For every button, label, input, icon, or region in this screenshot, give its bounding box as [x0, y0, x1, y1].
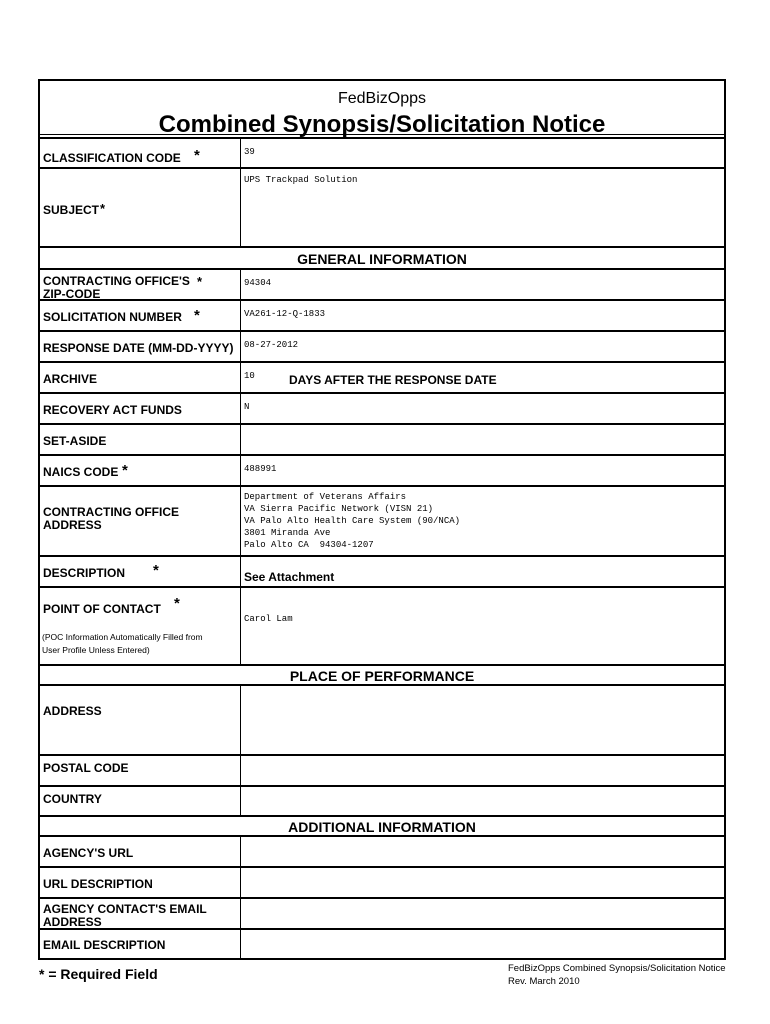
classification-code-value: 39	[244, 147, 255, 157]
poc-note-line1: (POC Information Automatically Filled from	[42, 632, 203, 642]
footer-form-name: FedBizOpps Combined Synopsis/Solicitation Notice	[508, 963, 726, 974]
section-additional-information	[40, 817, 724, 837]
archive-suffix: DAYS AFTER THE RESPONSE DATE	[289, 373, 497, 387]
required-star: *	[194, 307, 200, 324]
office-address-line-4: 3801 Miranda Ave	[244, 528, 331, 538]
classification-code-label: CLASSIFICATION CODE	[43, 151, 181, 165]
description-value: See Attachment	[244, 570, 335, 584]
agency-email-field[interactable]	[241, 899, 724, 928]
required-star: *	[100, 201, 106, 216]
row-subject	[40, 169, 724, 248]
row-agency-url	[40, 837, 724, 868]
country-field[interactable]	[241, 787, 724, 815]
row-point-of-contact	[40, 588, 724, 666]
response-date-field[interactable]	[241, 332, 724, 361]
naics-code-label: NAICS CODE	[43, 465, 119, 479]
required-field-note: * = Required Field	[39, 966, 158, 982]
office-address-line-3: VA Palo Alto Health Care System (90/NCA)	[244, 516, 461, 526]
description-label: DESCRIPTION	[43, 566, 126, 580]
office-address-label-line1: CONTRACTING OFFICE	[43, 505, 179, 519]
description-field[interactable]	[241, 557, 724, 586]
subject-value: UPS Trackpad Solution	[244, 175, 358, 185]
row-set-aside	[40, 425, 724, 456]
row-office-address	[40, 487, 724, 557]
point-of-contact-field[interactable]	[241, 588, 724, 664]
row-response-date	[40, 332, 724, 363]
office-address-line-1: Department of Veterans Affairs	[244, 492, 407, 502]
row-email-description	[40, 930, 724, 958]
archive-field[interactable]	[241, 363, 724, 392]
form-title: Combined Synopsis/Solicitation Notice	[158, 111, 606, 138]
zip-code-value: 94304	[244, 278, 272, 288]
section-place-of-performance	[40, 666, 724, 686]
postal-code-field[interactable]	[241, 756, 724, 785]
office-address-field[interactable]	[241, 487, 724, 555]
section-additional-title: ADDITIONAL INFORMATION	[288, 819, 476, 835]
performance-address-label: ADDRESS	[43, 704, 102, 718]
row-naics-code	[40, 456, 724, 487]
country-label: COUNTRY	[43, 792, 102, 806]
row-agency-email	[40, 899, 724, 930]
row-recovery-act-funds	[40, 394, 724, 425]
url-description-label: URL DESCRIPTION	[43, 877, 153, 891]
required-star: *	[194, 147, 200, 164]
point-of-contact-value: Carol Lam	[244, 614, 293, 624]
row-postal-code	[40, 756, 724, 787]
set-aside-field[interactable]	[241, 425, 724, 454]
agency-email-label-line1: AGENCY CONTACT'S EMAIL	[43, 902, 207, 916]
row-classification-code	[40, 139, 724, 169]
office-address-line-2: VA Sierra Pacific Network (VISN 21)	[244, 504, 434, 514]
row-archive	[40, 363, 724, 394]
synopsis-form	[38, 79, 726, 960]
agency-url-label: AGENCY'S URL	[43, 846, 134, 860]
section-general-title: GENERAL INFORMATION	[297, 251, 467, 267]
response-date-value: 08-27-2012	[244, 340, 299, 350]
archive-value: 10	[244, 371, 255, 381]
form-revision-info	[508, 962, 726, 988]
response-date-label: RESPONSE DATE (MM-DD-YYYY)	[43, 341, 234, 355]
agency-url-field[interactable]	[241, 837, 724, 866]
point-of-contact-label: POINT OF CONTACT	[43, 602, 161, 616]
office-address-line-5: Palo Alto CA 94304-1207	[244, 540, 374, 550]
required-star: *	[153, 562, 159, 579]
office-address-label-line2: ADDRESS	[43, 518, 102, 532]
recovery-act-funds-label: RECOVERY ACT FUNDS	[43, 403, 182, 417]
url-description-field[interactable]	[241, 868, 724, 897]
row-solicitation-number	[40, 301, 724, 332]
solicitation-number-field[interactable]	[241, 301, 724, 330]
recovery-act-funds-field[interactable]	[241, 394, 724, 423]
section-performance-title: PLACE OF PERFORMANCE	[289, 668, 475, 684]
naics-code-field[interactable]	[241, 456, 724, 485]
row-description	[40, 557, 724, 588]
poc-note-line2: User Profile Unless Entered)	[42, 645, 150, 655]
subject-label: SUBJECT	[43, 203, 100, 217]
row-zip-code	[40, 270, 724, 301]
classification-code-field[interactable]	[241, 139, 724, 167]
site-name: FedBizOpps	[337, 90, 427, 107]
row-performance-address	[40, 686, 724, 756]
zip-code-field[interactable]	[241, 270, 724, 299]
naics-code-value: 488991	[244, 464, 277, 474]
required-star: *	[174, 595, 180, 612]
required-star: *	[197, 274, 203, 289]
row-country	[40, 787, 724, 817]
footer-revision: Rev. March 2010	[508, 976, 580, 987]
row-url-description	[40, 868, 724, 899]
header-rule	[40, 134, 724, 135]
postal-code-label: POSTAL CODE	[43, 761, 129, 775]
agency-email-label-line2: ADDRESS	[43, 915, 102, 929]
email-description-label: EMAIL DESCRIPTION	[43, 938, 166, 952]
form-header	[40, 81, 724, 139]
solicitation-number-label: SOLICITATION NUMBER	[43, 310, 182, 324]
subject-field[interactable]	[241, 169, 724, 246]
zip-code-label-line2: ZIP-CODE	[43, 287, 101, 301]
required-star: *	[122, 462, 128, 479]
email-description-field[interactable]	[241, 930, 724, 958]
zip-code-label-line1: CONTRACTING OFFICE'S	[43, 274, 190, 288]
archive-label: ARCHIVE	[43, 372, 98, 386]
solicitation-number-value: VA261-12-Q-1833	[244, 309, 326, 319]
set-aside-label: SET-ASIDE	[43, 434, 107, 448]
performance-address-field[interactable]	[241, 686, 724, 754]
recovery-act-funds-value: N	[244, 402, 250, 412]
section-general-information	[40, 248, 724, 270]
